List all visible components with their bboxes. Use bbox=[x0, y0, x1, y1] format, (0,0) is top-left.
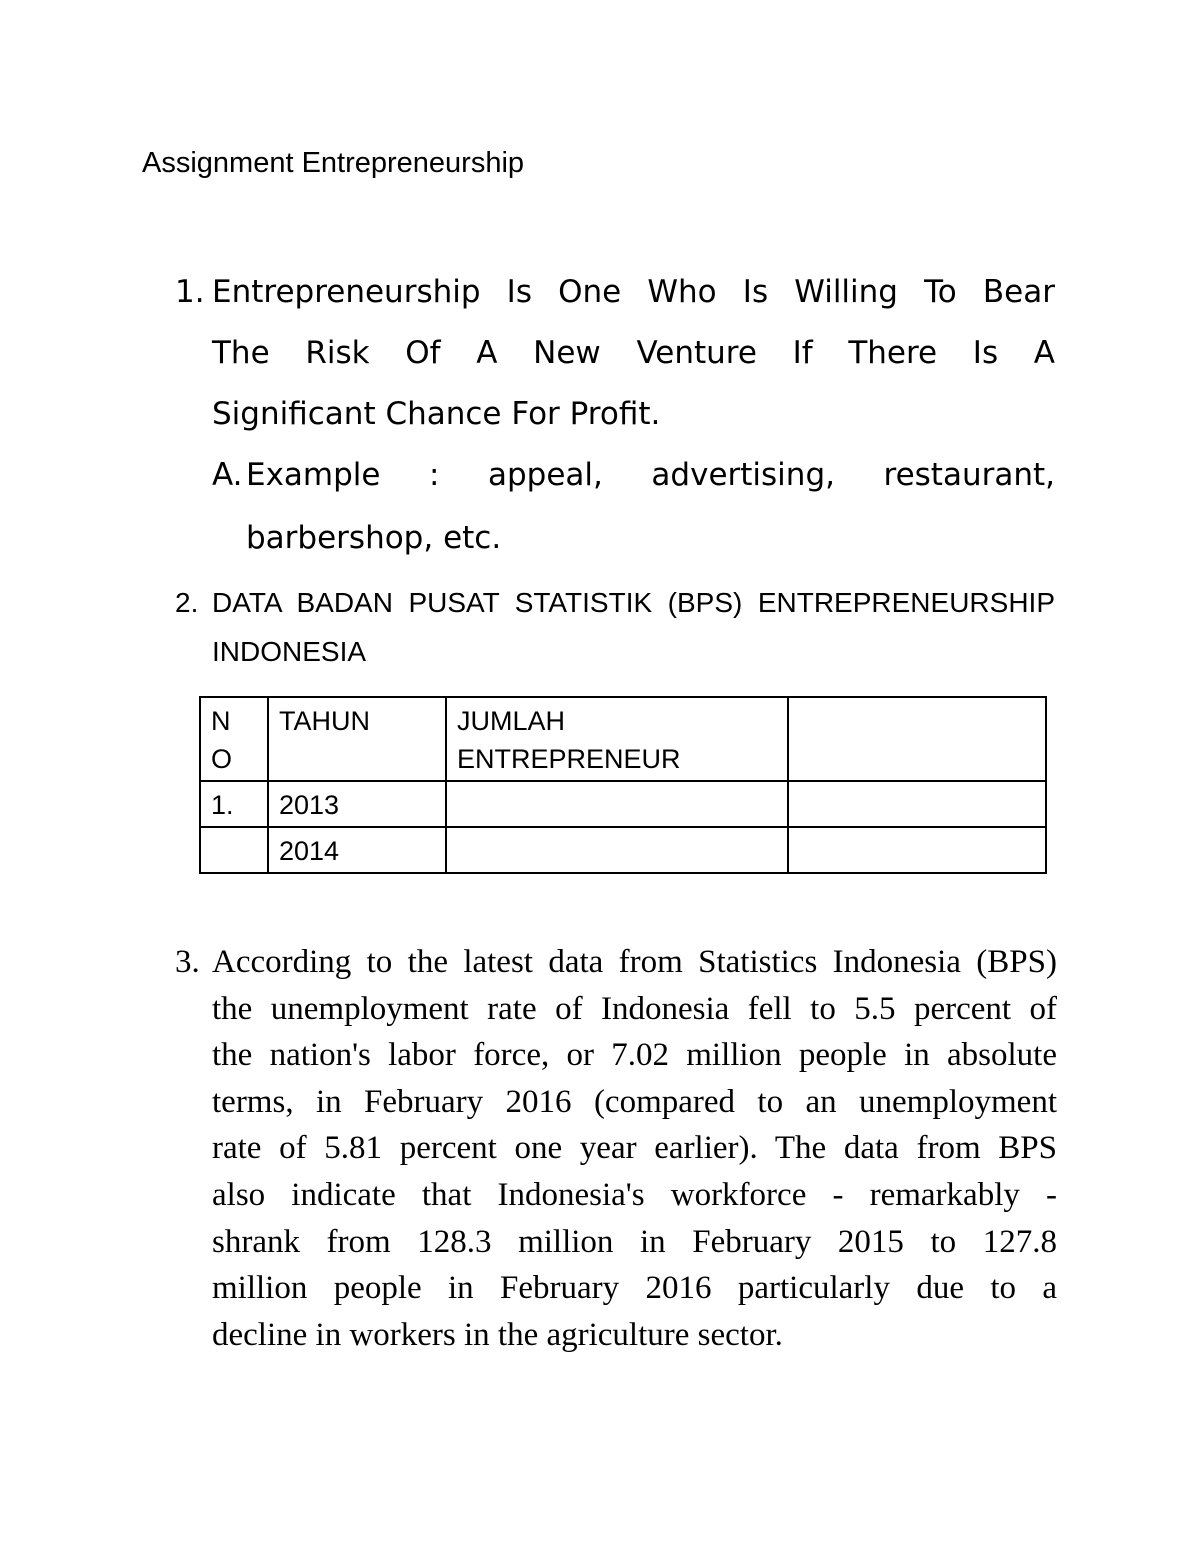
item-3-number: 3. bbox=[175, 944, 200, 980]
row-1-extra-cell bbox=[788, 781, 1046, 827]
table-row bbox=[200, 781, 1046, 827]
item-3-line-3: the nation's labor force, or 7.02 million people in absolute bbox=[212, 1037, 1057, 1074]
row-2-jumlah-cell bbox=[446, 827, 788, 873]
table-header-row bbox=[200, 697, 1046, 781]
item-2-line-2: INDONESIA bbox=[212, 636, 367, 667]
item-3-line-2: the unemployment rate of Indonesia fell to 5.5 percent of bbox=[212, 990, 1057, 1027]
item-1-number: 1. bbox=[175, 274, 205, 310]
header-jumlah-cell bbox=[446, 697, 788, 781]
item-1-sub-label: A. bbox=[212, 457, 243, 493]
header-no-cell bbox=[200, 697, 268, 781]
item-1-line-2: The Risk Of A New Venture If There Is A bbox=[212, 335, 1055, 371]
item-2-number: 2. bbox=[175, 587, 199, 618]
item-1-sub-line-2: barbershop, etc. bbox=[246, 520, 502, 556]
item-3-line-4: terms, in February 2016 (compared to an unemployment bbox=[212, 1083, 1057, 1120]
header-empty-cell bbox=[788, 697, 1046, 781]
item-3-line-5: rate of 5.81 percent one year earlier). The data from BPS bbox=[212, 1130, 1057, 1167]
row-1-jumlah-cell bbox=[446, 781, 788, 827]
item-1-line-1: Entrepreneurship Is One Who Is Willing To Bear bbox=[212, 274, 1055, 310]
item-3-line-6: also indicate that Indonesia's workforce - remarkably - bbox=[212, 1177, 1057, 1213]
item-3-line-9: decline in workers in the agriculture sector. bbox=[212, 1316, 783, 1353]
item-3-line-7: shrank from 128.3 million in February 2015 to 127.8 bbox=[212, 1223, 1057, 1260]
header-no-line-1: N bbox=[211, 706, 231, 736]
page-title: Assignment Entrepreneurship bbox=[142, 147, 525, 179]
item-2-line-1: DATA BADAN PUSAT STATISTIK (BPS) ENTREPRENEURSHIP bbox=[212, 587, 1055, 618]
header-tahun-cell: TAHUN bbox=[268, 697, 446, 781]
row-1-no-cell: 1. bbox=[200, 781, 268, 827]
item-1-sub-line-1: Example : appeal, advertising, restaurant, bbox=[246, 457, 1055, 493]
header-jumlah-line-1: JUMLAH bbox=[457, 706, 566, 736]
bps-data-table bbox=[199, 696, 1047, 874]
row-1-tahun-cell: 2013 bbox=[268, 781, 446, 827]
row-2-extra-cell bbox=[788, 827, 1046, 873]
header-no-line-2: O bbox=[211, 744, 233, 774]
row-2-no-cell bbox=[200, 827, 268, 873]
table-row bbox=[200, 827, 1046, 873]
item-1-line-3: Significant Chance For Profit. bbox=[212, 396, 661, 432]
item-3-line-8: million people in February 2016 particularly due to a bbox=[212, 1270, 1057, 1307]
header-jumlah-line-2: ENTREPRENEUR bbox=[457, 744, 681, 774]
item-3-line-1: According to the latest data from Statistics Indonesia (BPS) bbox=[212, 944, 1057, 980]
row-2-tahun-cell: 2014 bbox=[268, 827, 446, 873]
